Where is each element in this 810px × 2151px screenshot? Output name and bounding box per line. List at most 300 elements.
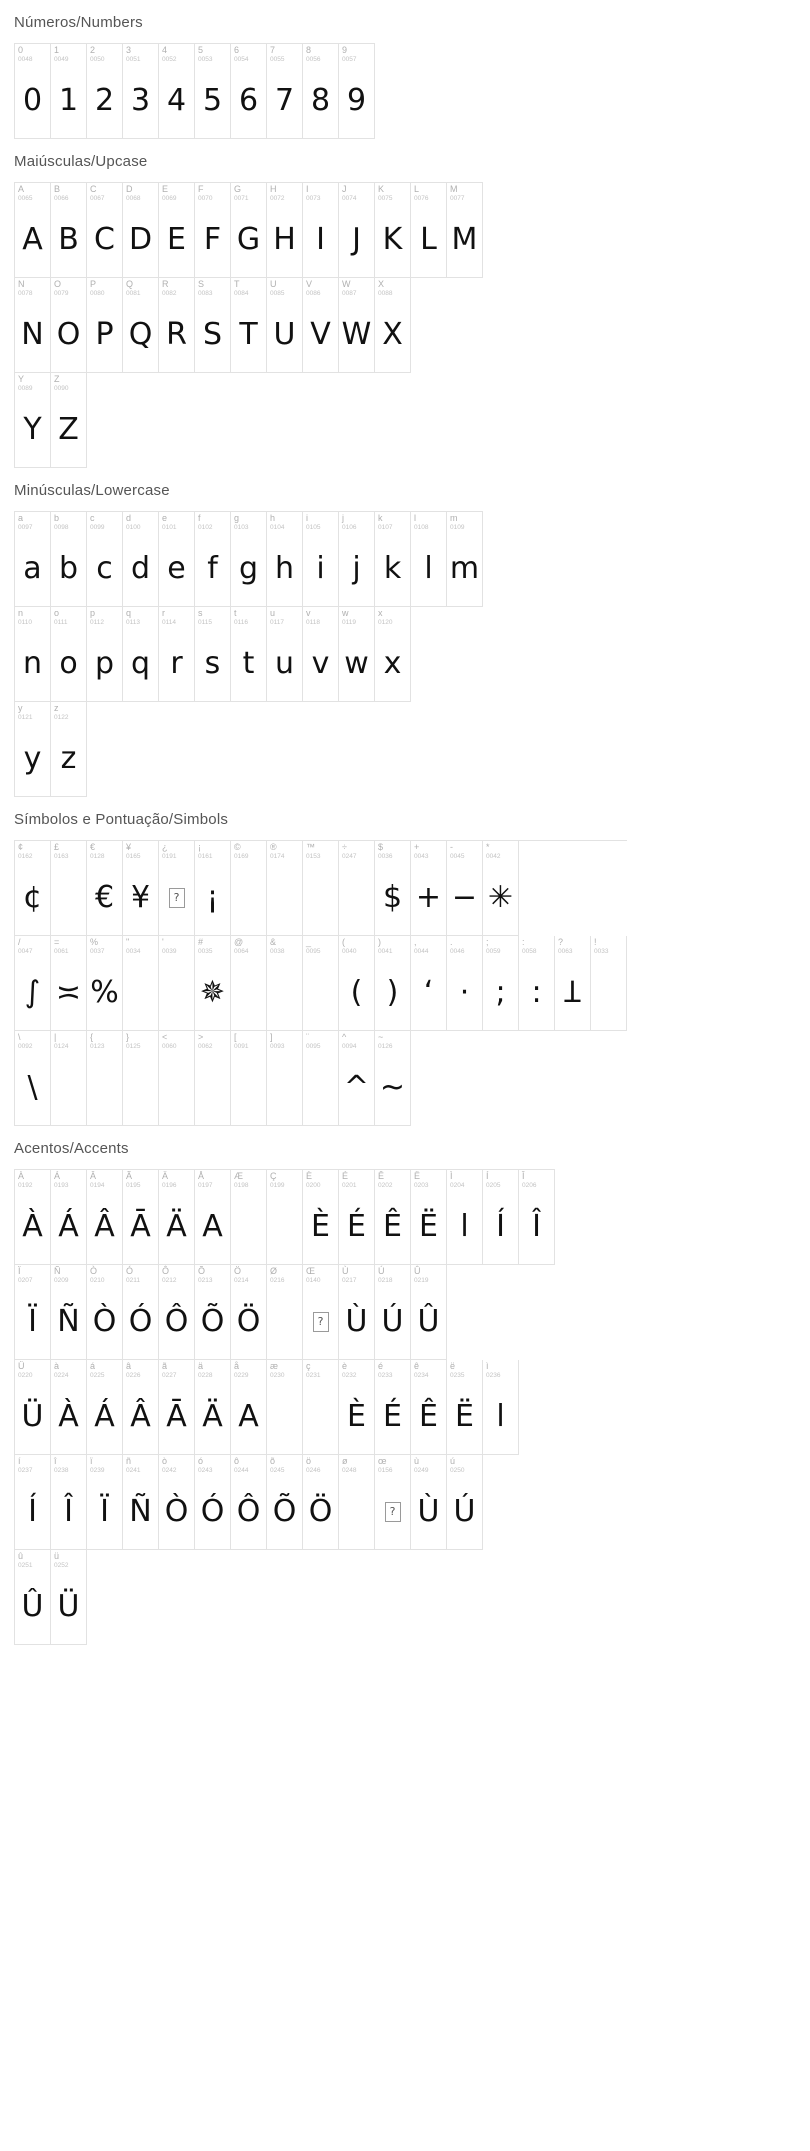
glyph-render: m [449, 551, 480, 586]
glyph-cell[interactable] [231, 607, 267, 702]
glyph-cell[interactable] [51, 183, 87, 278]
glyph-cell[interactable] [195, 512, 231, 607]
glyph-render [159, 960, 194, 1026]
glyph-char-label: ] [270, 1032, 273, 1042]
glyph-meta [51, 1455, 86, 1475]
glyph-cell[interactable] [303, 278, 339, 373]
glyph-cell[interactable] [447, 1170, 483, 1265]
glyph-render: Ò [164, 1494, 189, 1529]
glyph-char-code: 0252 [54, 1562, 69, 1569]
glyph-cell[interactable] [303, 44, 339, 139]
glyph-char-code: 0048 [18, 56, 33, 63]
glyph-cell[interactable] [519, 936, 555, 1031]
glyph-cell[interactable] [159, 512, 195, 607]
glyph-cell[interactable] [51, 1550, 87, 1645]
glyph-render [51, 865, 86, 931]
glyph-cell[interactable] [375, 183, 411, 278]
glyph-render [303, 960, 338, 1026]
glyph-meta [267, 1265, 302, 1285]
glyph-render: Ù [345, 1304, 368, 1339]
glyph-cell[interactable] [591, 936, 627, 1031]
glyph-char-code: 0108 [414, 524, 429, 531]
glyph-render: I [316, 222, 325, 257]
glyph-meta [231, 44, 266, 64]
glyph-char-label: ù [414, 1456, 420, 1466]
glyph-meta [267, 936, 302, 956]
glyph-cell[interactable] [159, 936, 195, 1031]
glyph-cell[interactable] [303, 841, 339, 936]
glyph-cell[interactable] [303, 1170, 339, 1265]
glyph-render: : [531, 975, 542, 1010]
glyph-cell[interactable] [15, 702, 51, 797]
glyph-char-code: 0194 [90, 1182, 105, 1189]
glyph-render: g [238, 551, 259, 586]
glyph-cell[interactable] [15, 1360, 51, 1455]
glyph-meta [375, 936, 410, 956]
glyph-render: t [242, 646, 255, 681]
glyph-char-code: 0207 [18, 1277, 33, 1284]
glyph-meta [231, 1170, 266, 1190]
glyph-cell[interactable] [51, 1360, 87, 1455]
glyph-cell[interactable] [483, 1170, 519, 1265]
glyph-meta [159, 183, 194, 203]
glyph-cell[interactable] [411, 183, 447, 278]
glyph-char-label: X [378, 279, 385, 289]
glyph-meta [519, 1170, 554, 1190]
glyph-cell[interactable] [123, 1031, 159, 1126]
glyph-cell[interactable] [195, 183, 231, 278]
glyph-char-code: 0038 [270, 948, 285, 955]
glyph-cell[interactable] [231, 278, 267, 373]
glyph-char-label: ' [162, 937, 164, 947]
glyph-char-label: d [126, 513, 132, 523]
glyph-cell[interactable] [339, 607, 375, 702]
glyph-char-label: C [90, 184, 97, 194]
glyph-char-code: 0165 [126, 853, 141, 860]
glyph-cell[interactable] [195, 44, 231, 139]
glyph-char-code: 0119 [342, 619, 356, 626]
glyph-cell[interactable] [195, 1170, 231, 1265]
glyph-char-code: 0046 [450, 948, 465, 955]
glyph-render: Ü [57, 1589, 80, 1624]
glyph-cell[interactable] [303, 183, 339, 278]
glyph-render: y [23, 741, 42, 776]
glyph-char-code: 0251 [18, 1562, 33, 1569]
glyph-char-code: 0140 [306, 1277, 321, 1284]
glyph-char-label: m [450, 513, 458, 523]
glyph-cell[interactable] [375, 1360, 411, 1455]
glyph-cell[interactable] [303, 936, 339, 1031]
glyph-cell[interactable] [231, 936, 267, 1031]
glyph-char-code: 0246 [306, 1467, 321, 1474]
glyph-render [159, 865, 194, 931]
glyph-cell[interactable] [159, 278, 195, 373]
glyph-cell[interactable] [447, 841, 483, 936]
glyph-render [159, 1055, 194, 1121]
glyph-cell[interactable] [159, 1170, 195, 1265]
glyph-meta [411, 936, 446, 956]
glyph-meta [195, 278, 230, 298]
glyph-char-code: 0045 [450, 853, 465, 860]
glyph-char-code: 0074 [342, 195, 357, 202]
glyph-cell[interactable] [375, 1031, 411, 1126]
glyph-cell[interactable] [15, 1455, 51, 1550]
glyph-cell[interactable] [87, 607, 123, 702]
glyph-render: ^ [343, 1070, 370, 1105]
glyph-cell[interactable] [231, 44, 267, 139]
glyph-cell[interactable] [411, 841, 447, 936]
glyph-cell[interactable] [303, 1455, 339, 1550]
glyph-char-code: 0225 [90, 1372, 105, 1379]
glyph-char-label: Â [90, 1171, 97, 1181]
glyph-cell[interactable] [51, 1265, 87, 1360]
glyph-render: + [415, 880, 442, 915]
glyph-cell[interactable] [15, 373, 51, 468]
glyph-cell[interactable] [483, 936, 519, 1031]
glyph-cell[interactable] [87, 841, 123, 936]
glyph-cell[interactable] [123, 278, 159, 373]
glyph-cell[interactable] [375, 607, 411, 702]
glyph-cell[interactable] [447, 183, 483, 278]
glyph-render: Ā [130, 1209, 151, 1244]
glyph-cell[interactable] [231, 1031, 267, 1126]
glyph-cell[interactable] [375, 841, 411, 936]
glyph-cell[interactable] [159, 841, 195, 936]
glyph-char-label: S [198, 279, 205, 289]
glyph-cell[interactable] [411, 1360, 447, 1455]
glyph-cell[interactable] [447, 512, 483, 607]
glyph-render: e [167, 551, 186, 586]
glyph-cell[interactable] [87, 1170, 123, 1265]
glyph-render: w [344, 646, 369, 681]
glyph-cell[interactable] [339, 183, 375, 278]
glyph-meta [375, 1170, 410, 1190]
glyph-cell[interactable] [267, 512, 303, 607]
glyph-cell[interactable] [123, 44, 159, 139]
glyph-cell[interactable] [195, 841, 231, 936]
glyph-cell[interactable] [51, 936, 87, 1031]
glyph-cell[interactable] [411, 1170, 447, 1265]
glyph-cell[interactable] [123, 1170, 159, 1265]
glyph-cell[interactable] [231, 841, 267, 936]
glyph-char-code: 0058 [522, 948, 537, 955]
glyph-cell[interactable] [267, 841, 303, 936]
glyph-cell[interactable] [123, 1360, 159, 1455]
glyph-cell[interactable] [159, 183, 195, 278]
glyph-cell[interactable] [87, 1360, 123, 1455]
glyph-render: Z [58, 412, 79, 447]
glyph-char-code: 0205 [486, 1182, 501, 1189]
section-title: Símbolos e Pontuação/Simbols [14, 811, 229, 828]
glyph-meta [195, 1031, 230, 1051]
glyph-render [231, 1055, 266, 1121]
glyph-cell[interactable] [51, 1455, 87, 1550]
glyph-cell[interactable] [231, 1360, 267, 1455]
glyph-meta [483, 936, 518, 956]
glyph-render: Ë [419, 1209, 438, 1244]
glyph-cell[interactable] [231, 1265, 267, 1360]
glyph-char-code: 0085 [270, 290, 285, 297]
glyph-char-code: 0055 [270, 56, 285, 63]
glyph-cell[interactable] [303, 607, 339, 702]
glyph-cell[interactable] [15, 278, 51, 373]
glyph-cell[interactable] [483, 1360, 519, 1455]
glyph-char-code: 0082 [162, 290, 177, 297]
glyph-render: Ò [92, 1304, 117, 1339]
glyph-render: ; [495, 975, 506, 1010]
glyph-cell[interactable] [339, 1031, 375, 1126]
glyph-meta [159, 936, 194, 956]
glyph-cell[interactable] [483, 841, 519, 936]
glyph-meta [15, 373, 50, 393]
glyph-char-label: a [18, 513, 24, 523]
glyph-meta [303, 1265, 338, 1285]
glyph-char-code: 0174 [270, 853, 285, 860]
glyph-meta [411, 841, 446, 861]
glyph-cell[interactable] [303, 1031, 339, 1126]
glyph-char-label: n [18, 608, 24, 618]
glyph-cell[interactable] [87, 1265, 123, 1360]
glyph-cell[interactable] [123, 1265, 159, 1360]
glyph-cell[interactable] [375, 1170, 411, 1265]
glyph-render [267, 865, 302, 931]
glyph-render [375, 1479, 410, 1545]
glyph-cell[interactable] [303, 1360, 339, 1455]
glyph-cell[interactable] [15, 1031, 51, 1126]
glyph-render: Â [94, 1209, 115, 1244]
glyph-cell[interactable] [267, 1360, 303, 1455]
glyph-cell[interactable] [51, 1031, 87, 1126]
glyph-cell[interactable] [159, 1455, 195, 1550]
glyph-render [51, 1055, 86, 1121]
glyph-cell[interactable] [267, 44, 303, 139]
glyph-cell[interactable] [267, 278, 303, 373]
glyph-meta [87, 1455, 122, 1475]
glyph-cell[interactable] [15, 607, 51, 702]
glyph-meta [159, 607, 194, 627]
glyph-render: À [58, 1399, 79, 1434]
glyph-cell[interactable] [231, 1170, 267, 1265]
glyph-cell[interactable] [303, 1265, 339, 1360]
glyph-cell[interactable] [87, 1031, 123, 1126]
glyph-section [0, 1126, 810, 1645]
glyph-char-label: Î [522, 1171, 525, 1181]
glyph-cell[interactable] [231, 1455, 267, 1550]
glyph-cell[interactable] [339, 278, 375, 373]
glyph-meta [267, 841, 302, 861]
glyph-char-label: B [54, 184, 61, 194]
glyph-cell[interactable] [555, 936, 591, 1031]
glyph-char-code: 0162 [18, 853, 33, 860]
glyph-cell[interactable] [195, 1265, 231, 1360]
glyph-cell[interactable] [339, 936, 375, 1031]
glyph-cell[interactable] [267, 607, 303, 702]
glyph-cell[interactable] [195, 1360, 231, 1455]
glyph-cell[interactable] [15, 512, 51, 607]
glyph-cell[interactable] [123, 183, 159, 278]
glyph-cell[interactable] [195, 936, 231, 1031]
glyph-cell[interactable] [123, 936, 159, 1031]
glyph-cell[interactable] [339, 512, 375, 607]
glyph-cell[interactable] [267, 1265, 303, 1360]
glyph-cell[interactable] [15, 936, 51, 1031]
glyph-cell[interactable] [159, 44, 195, 139]
glyph-render: M [451, 222, 478, 257]
glyph-char-label: z [54, 703, 59, 713]
glyph-char-code: 0044 [414, 948, 429, 955]
glyph-render: C [94, 222, 115, 257]
glyph-render [195, 1055, 230, 1121]
glyph-cell[interactable] [411, 936, 447, 1031]
glyph-cell[interactable] [267, 183, 303, 278]
missing-glyph-box: ? [169, 888, 185, 908]
glyph-char-label: - [450, 842, 453, 852]
glyph-cell[interactable] [159, 607, 195, 702]
glyph-char-code: 0109 [450, 524, 465, 531]
glyph-meta [159, 1031, 194, 1051]
glyph-cell[interactable] [339, 44, 375, 139]
glyph-render [267, 1055, 302, 1121]
glyph-cell[interactable] [51, 373, 87, 468]
glyph-char-code: 0035 [198, 948, 213, 955]
glyph-render: o [59, 646, 78, 681]
glyph-cell[interactable] [15, 1550, 51, 1645]
glyph-meta [195, 44, 230, 64]
glyph-cell[interactable] [87, 44, 123, 139]
glyph-render: ¥ [130, 880, 151, 915]
glyph-char-code: 0123 [90, 1043, 105, 1050]
glyph-cell[interactable] [15, 1170, 51, 1265]
glyph-cell[interactable] [339, 1265, 375, 1360]
glyph-cell[interactable] [87, 183, 123, 278]
glyph-char-code: 0163 [54, 853, 69, 860]
glyph-char-code: 0069 [162, 195, 177, 202]
glyph-meta [375, 1455, 410, 1475]
glyph-meta [15, 841, 50, 861]
glyph-cell[interactable] [339, 1360, 375, 1455]
glyph-char-code: 0126 [378, 1043, 393, 1050]
glyph-cell[interactable] [51, 841, 87, 936]
glyph-cell[interactable] [519, 1170, 555, 1265]
glyph-meta [87, 278, 122, 298]
glyph-cell[interactable] [51, 44, 87, 139]
glyph-cell[interactable] [375, 936, 411, 1031]
glyph-meta [15, 278, 50, 298]
glyph-char-label: ! [594, 937, 597, 947]
glyph-meta [591, 936, 626, 956]
glyph-cell[interactable] [51, 278, 87, 373]
glyph-cell[interactable] [267, 936, 303, 1031]
glyph-cell[interactable] [195, 1031, 231, 1126]
glyph-cell[interactable] [51, 607, 87, 702]
glyph-char-label: ( [342, 937, 345, 947]
glyph-char-code: 0217 [342, 1277, 357, 1284]
glyph-cell[interactable] [447, 936, 483, 1031]
glyph-cell[interactable] [195, 607, 231, 702]
glyph-render: l [460, 1209, 469, 1244]
glyph-cell[interactable] [159, 1360, 195, 1455]
glyph-cell[interactable] [15, 44, 51, 139]
glyph-cell[interactable] [339, 1455, 375, 1550]
glyph-cell[interactable] [267, 1455, 303, 1550]
section-title: Acentos/Accents [14, 1140, 129, 1157]
glyph-meta [411, 1455, 446, 1475]
glyph-cell[interactable] [339, 1170, 375, 1265]
glyph-char-code: 0059 [486, 948, 501, 955]
glyph-meta [231, 1455, 266, 1475]
glyph-cell[interactable] [87, 278, 123, 373]
glyph-cell[interactable] [195, 1455, 231, 1550]
glyph-cell[interactable] [375, 278, 411, 373]
glyph-render: Ö [236, 1304, 261, 1339]
glyph-cell[interactable] [51, 1170, 87, 1265]
glyph-cell[interactable] [87, 936, 123, 1031]
glyph-char-label: © [234, 842, 241, 852]
glyph-cell[interactable] [123, 841, 159, 936]
glyph-cell[interactable] [15, 183, 51, 278]
glyph-cell[interactable] [123, 607, 159, 702]
glyph-cell[interactable] [411, 1265, 447, 1360]
glyph-cell[interactable] [123, 1455, 159, 1550]
glyph-cell[interactable] [15, 1265, 51, 1360]
glyph-char-code: 0244 [234, 1467, 249, 1474]
glyph-section [0, 0, 810, 139]
glyph-cell[interactable] [51, 702, 87, 797]
glyph-cell[interactable] [375, 1265, 411, 1360]
glyph-cell[interactable] [375, 1455, 411, 1550]
glyph-cell[interactable] [51, 512, 87, 607]
glyph-cell[interactable] [339, 841, 375, 936]
glyph-cell[interactable] [231, 183, 267, 278]
glyph-render: Ü [21, 1399, 44, 1434]
glyph-char-code: 0202 [378, 1182, 393, 1189]
glyph-cell[interactable] [447, 1455, 483, 1550]
glyph-meta [15, 1170, 50, 1190]
glyph-char-code: 0041 [378, 948, 393, 955]
glyph-cell[interactable] [195, 278, 231, 373]
glyph-cell[interactable] [15, 841, 51, 936]
glyph-char-code: 0230 [270, 1372, 285, 1379]
glyph-cell[interactable] [303, 512, 339, 607]
glyph-meta [159, 1455, 194, 1475]
glyph-char-label: Z [54, 374, 60, 384]
glyph-cell[interactable] [411, 512, 447, 607]
glyph-char-code: 0078 [18, 290, 33, 297]
glyph-cell[interactable] [375, 512, 411, 607]
glyph-cell[interactable] [411, 1455, 447, 1550]
glyph-char-label: è [342, 1361, 348, 1371]
glyph-cell[interactable] [159, 1031, 195, 1126]
glyph-render: P [95, 317, 114, 352]
glyph-cell[interactable] [87, 512, 123, 607]
glyph-render [267, 960, 302, 1026]
glyph-render: p [94, 646, 115, 681]
glyph-cell[interactable] [87, 1455, 123, 1550]
glyph-cell[interactable] [159, 1265, 195, 1360]
glyph-cell[interactable] [123, 512, 159, 607]
glyph-char-code: 0113 [126, 619, 140, 626]
glyph-char-code: 0198 [234, 1182, 249, 1189]
glyph-meta [51, 1550, 86, 1570]
glyph-cell[interactable] [447, 1360, 483, 1455]
glyph-char-label: ú [450, 1456, 456, 1466]
glyph-cell[interactable] [267, 1031, 303, 1126]
glyph-meta [411, 1360, 446, 1380]
glyph-cell[interactable] [267, 1170, 303, 1265]
glyph-char-code: 0250 [450, 1467, 465, 1474]
glyph-cell[interactable] [231, 512, 267, 607]
glyph-meta [447, 841, 482, 861]
